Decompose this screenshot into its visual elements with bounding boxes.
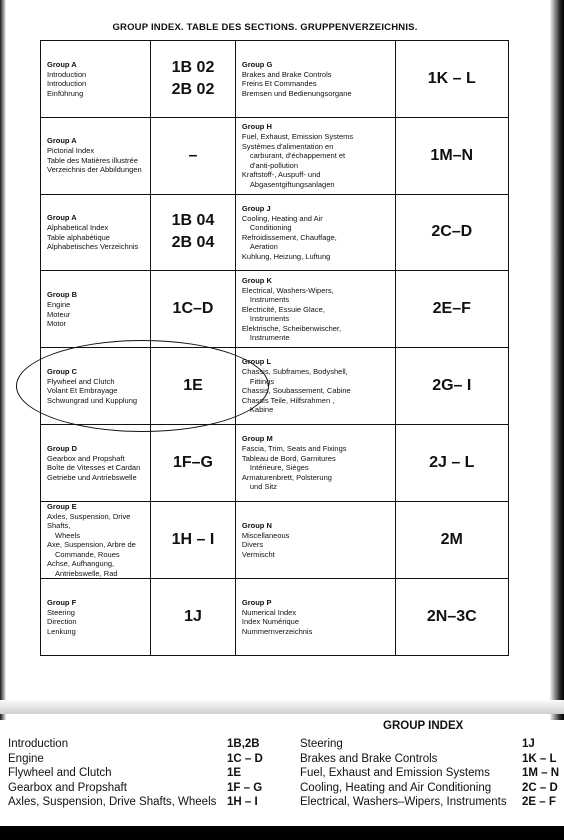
section-code: 1H – I bbox=[171, 531, 215, 549]
group-description-line: Commande, Roues bbox=[55, 549, 120, 559]
group-description-line: Introduction bbox=[47, 79, 87, 89]
section-code: 2G– I bbox=[432, 377, 472, 395]
group-description-line: Conditioning bbox=[249, 223, 292, 233]
summary-code: 1J bbox=[522, 738, 535, 750]
group-title: Group A bbox=[47, 59, 77, 69]
group-description-line: Fascia, Trim, Seats and Fixings bbox=[241, 444, 347, 454]
section-code: 2N–3C bbox=[426, 608, 477, 626]
group-description-line: Chassis Teile, Hilfsrahmen , bbox=[241, 395, 335, 405]
summary-label: Engine bbox=[8, 752, 44, 765]
section-code-cell bbox=[395, 41, 508, 118]
section-code-cell bbox=[395, 271, 508, 348]
group-description-line: Einführung bbox=[47, 88, 84, 98]
summary-label: Steering bbox=[300, 738, 343, 750]
group-title: Group P bbox=[241, 597, 272, 607]
right-group-cell bbox=[235, 117, 395, 194]
group-description-line: Systèmes d'alimentation en bbox=[241, 141, 334, 151]
group-title: Group M bbox=[241, 434, 273, 444]
group-description-line: Volant Et Embrayage bbox=[47, 386, 118, 396]
left-group-cell bbox=[41, 271, 151, 348]
section-code: 2M bbox=[440, 531, 463, 549]
section-code: 2B 04 bbox=[171, 234, 215, 252]
summary-label: Fuel, Exhaust and Emission Systems bbox=[300, 767, 490, 779]
group-description-line: Instrumente bbox=[249, 333, 290, 343]
summary-code: 1F – G bbox=[227, 781, 263, 794]
summary-code: 1H – I bbox=[227, 796, 258, 808]
group-description-line: Tableau de Bord, Garnitures bbox=[241, 453, 336, 463]
group-description-line: Pictorial Index bbox=[47, 146, 95, 156]
section-code: 1C–D bbox=[172, 300, 214, 318]
section-code: 2B 02 bbox=[171, 80, 215, 98]
group-description-line: Motor bbox=[47, 319, 67, 329]
summary-code: 1K – L bbox=[522, 752, 557, 765]
group-title: Group A bbox=[47, 213, 77, 223]
group-title: Group F bbox=[47, 597, 77, 607]
index-row bbox=[41, 579, 509, 656]
group-description-line: Chassis, Soubassement, Cabine bbox=[241, 386, 351, 396]
index-row bbox=[41, 501, 509, 579]
left-group-cell bbox=[41, 501, 151, 579]
group-description-line: Divers bbox=[241, 540, 264, 550]
left-group-cell bbox=[41, 579, 151, 656]
group-title: Group L bbox=[241, 357, 272, 367]
summary-row bbox=[8, 753, 564, 768]
group-description-line: Freins Et Commandes bbox=[241, 79, 317, 89]
group-description-line: Nummernverzeichnis bbox=[241, 626, 313, 636]
summary-label: Introduction bbox=[8, 738, 69, 750]
group-description-line: Kraftstoff-, Auspuff- und bbox=[241, 170, 321, 180]
left-group-cell bbox=[41, 194, 151, 271]
group-description-line: Cooling, Heating and Air bbox=[241, 213, 323, 223]
right-group-cell bbox=[235, 41, 395, 118]
page-shadow-left bbox=[0, 0, 6, 720]
right-group-cell bbox=[235, 501, 395, 579]
group-title: Group J bbox=[241, 203, 271, 213]
group-description-line: Lenkung bbox=[47, 626, 76, 636]
group-description-line: Table alphabétique bbox=[47, 232, 110, 242]
group-description-line: Index Numérique bbox=[241, 617, 300, 627]
group-title: Group D bbox=[47, 443, 77, 453]
highlight-circle bbox=[16, 340, 269, 432]
left-group-cell bbox=[41, 117, 151, 194]
summary-label: Cooling, Heating and Air Conditioning bbox=[300, 781, 492, 794]
section-code-cell bbox=[151, 194, 236, 271]
index-row bbox=[41, 41, 509, 118]
group-description-line: Alphabetical Index bbox=[47, 223, 109, 233]
group-description-line: Kabine bbox=[249, 405, 274, 415]
group-description-line: Antriebswelle, Rad bbox=[55, 568, 118, 578]
group-description-line: Getriebe und Antriebswelle bbox=[47, 472, 137, 482]
group-description-line: Fuel, Exhaust, Emission Systems bbox=[241, 132, 354, 142]
index-row bbox=[41, 117, 509, 194]
group-description-line: Wheels bbox=[55, 530, 81, 540]
group-description-line: Brakes and Brake Controls bbox=[241, 69, 332, 79]
group-title: Group C bbox=[47, 366, 77, 376]
group-description-line: Moteur bbox=[47, 309, 71, 319]
right-group-cell bbox=[235, 579, 395, 656]
group-title: Group A bbox=[47, 136, 77, 146]
section-code: 1M–N bbox=[430, 146, 474, 164]
page-edge-bottom bbox=[0, 700, 564, 714]
index-row bbox=[41, 194, 509, 271]
summary-code: 1B,2B bbox=[227, 738, 260, 750]
group-description-line: Direction bbox=[47, 617, 77, 627]
group-description-line: Gearbox and Propshaft bbox=[47, 453, 125, 463]
right-group-cell bbox=[235, 271, 395, 348]
section-code-cell bbox=[151, 424, 236, 501]
section-code-cell bbox=[395, 501, 508, 579]
summary-list bbox=[8, 738, 564, 811]
group-title: Group H bbox=[241, 122, 272, 132]
section-code-cell bbox=[395, 194, 508, 271]
section-code: – bbox=[188, 146, 198, 164]
section-code: 1E bbox=[183, 377, 203, 395]
index-row bbox=[41, 271, 509, 348]
summary-code: 2C – D bbox=[522, 781, 558, 794]
summary-label: Electrical, Washers–Wipers, Instruments bbox=[300, 796, 507, 808]
summary-code: 1M – N bbox=[522, 767, 560, 779]
section-code: 2E–F bbox=[432, 300, 471, 318]
right-group-cell bbox=[235, 424, 395, 501]
group-description-line: Flywheel and Clutch bbox=[47, 376, 115, 386]
summary-code: 1E bbox=[227, 767, 242, 779]
group-description-line: Axles, Suspension, Drive Shafts, bbox=[47, 511, 131, 531]
group-title: Group E bbox=[47, 501, 77, 511]
section-code-cell bbox=[151, 501, 236, 579]
group-description-line: Achse, Aufhangung, bbox=[47, 559, 115, 569]
group-description-line: Numerical Index bbox=[241, 607, 297, 617]
summary-row bbox=[8, 796, 564, 811]
section-code-cell bbox=[395, 117, 508, 194]
group-description-line: Elektrische, Scheibenwischer, bbox=[241, 323, 342, 333]
summary-label: Brakes and Brake Controls bbox=[300, 752, 438, 765]
section-code: 1B 04 bbox=[171, 212, 215, 230]
summary-row bbox=[8, 767, 564, 782]
bottom-dark-strip bbox=[0, 826, 564, 840]
group-description-line: Alphabetisches Verzeichnis bbox=[47, 242, 139, 252]
group-description-line: Refroidissement, Chauffage, bbox=[241, 232, 337, 242]
group-description-line: Axe, Suspension, Arbre de bbox=[47, 540, 136, 550]
group-description-line: Electricité, Essuie Glace, bbox=[241, 304, 325, 314]
group-description-line: Electrical, Washers-Wipers, bbox=[241, 285, 334, 295]
bottom-group-index-title: GROUP INDEX bbox=[383, 720, 464, 732]
page-heading: GROUP INDEX. TABLE DES SECTIONS. GRUPPENVERZEICHNIS. bbox=[112, 22, 418, 33]
left-group-cell bbox=[41, 41, 151, 118]
group-description-line: Abgasentgiftungsanlagen bbox=[249, 179, 335, 189]
group-description-line: Introduction bbox=[47, 69, 87, 79]
summary-row bbox=[8, 782, 564, 797]
group-title: Group B bbox=[47, 290, 77, 300]
summary-label: Axles, Suspension, Drive Shafts, Wheels bbox=[8, 796, 217, 808]
summary-label: Flywheel and Clutch bbox=[8, 767, 112, 779]
group-description-line: Table des Matières illustrée bbox=[47, 155, 138, 165]
group-description-line: Boîte de Vitesses et Cardan bbox=[47, 463, 141, 473]
section-code-cell bbox=[151, 579, 236, 656]
left-group-cell bbox=[41, 424, 151, 501]
group-description-line: Schwungrad und Kupplung bbox=[47, 395, 138, 405]
section-code-cell bbox=[151, 117, 236, 194]
section-code-cell bbox=[395, 424, 508, 501]
right-group-cell bbox=[235, 194, 395, 271]
group-description-line: d'anti-pollution bbox=[249, 160, 299, 170]
group-description-line: Bremsen und Bedienungsorgane bbox=[241, 88, 352, 98]
group-description-line: Verzeichnis der Abbildungen bbox=[47, 165, 142, 175]
section-code: 1F–G bbox=[172, 453, 213, 471]
section-code-cell bbox=[395, 348, 508, 425]
group-description-line: Kuhlung, Heizung, Luftung bbox=[241, 251, 331, 261]
summary-label: Gearbox and Propshaft bbox=[8, 781, 127, 794]
group-title: Group G bbox=[241, 59, 273, 69]
section-code-cell bbox=[395, 579, 508, 656]
section-code: 2C–D bbox=[431, 223, 473, 241]
group-description-line: Steering bbox=[47, 607, 75, 617]
summary-code: 2E – F bbox=[522, 796, 556, 808]
section-code-cell bbox=[151, 271, 236, 348]
group-description-line: Instruments bbox=[249, 314, 290, 324]
group-description-line: Miscellaneous bbox=[241, 530, 290, 540]
section-code-cell bbox=[151, 41, 236, 118]
summary-row bbox=[8, 738, 564, 753]
group-description-line: und Sitz bbox=[249, 482, 277, 492]
index-row bbox=[41, 424, 509, 501]
summary-code: 1C – D bbox=[227, 752, 263, 765]
group-description-line: carburant, d'échappement et bbox=[249, 151, 346, 161]
page-shadow-right bbox=[550, 0, 564, 720]
group-description-line: Intérieure, Sièges bbox=[249, 463, 309, 473]
group-title: Group K bbox=[241, 275, 272, 285]
group-description-line: Instruments bbox=[249, 295, 290, 305]
group-description-line: Aeration bbox=[249, 242, 278, 252]
group-description-line: Engine bbox=[47, 300, 71, 310]
group-title: Group N bbox=[241, 520, 272, 530]
section-code: 1K – L bbox=[427, 69, 476, 87]
group-description-line: Armaturenbrett, Polsterung bbox=[241, 472, 332, 482]
section-code: 1J bbox=[184, 608, 202, 626]
group-description-line: Chassis, Subframes, Bodyshell, bbox=[241, 367, 348, 377]
group-description-line: Vermischt bbox=[241, 549, 275, 559]
section-code: 2J – L bbox=[429, 453, 475, 471]
section-code: 1B 02 bbox=[171, 58, 215, 76]
group-description-line: Fittings bbox=[249, 376, 275, 386]
